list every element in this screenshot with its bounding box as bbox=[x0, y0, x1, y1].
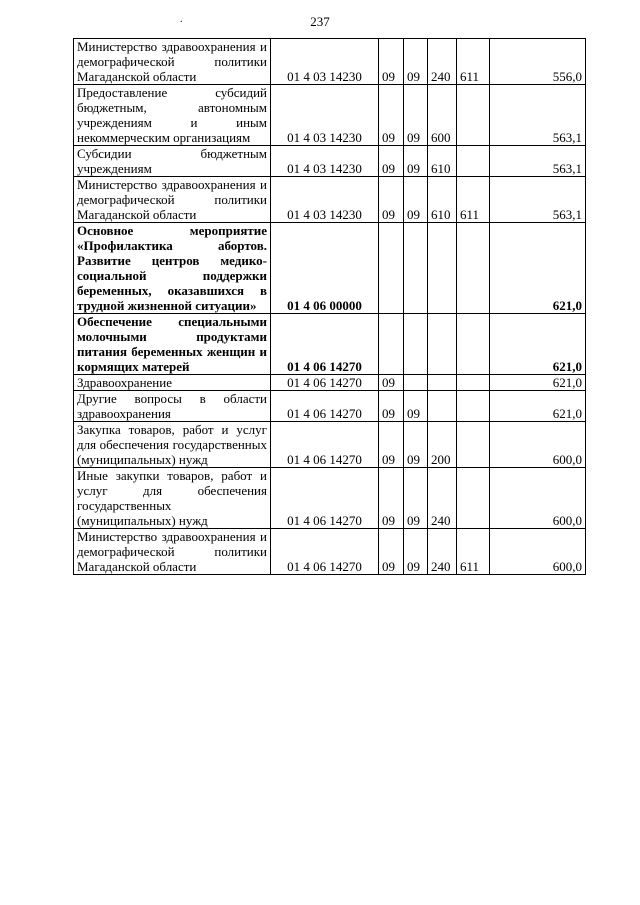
budget-table-body bbox=[74, 39, 586, 575]
amount: 621,0 bbox=[490, 223, 586, 314]
section-code: 09 bbox=[379, 375, 404, 391]
subsection-code bbox=[404, 223, 428, 314]
row-name: Субсидии бюджетным учреждениям bbox=[74, 146, 271, 177]
administrator-code bbox=[457, 85, 490, 146]
table-row bbox=[74, 468, 586, 529]
table-row bbox=[74, 314, 586, 375]
target-code: 01 4 06 00000 bbox=[271, 223, 379, 314]
page-mark: . bbox=[180, 14, 183, 25]
administrator-code bbox=[457, 375, 490, 391]
budget-table bbox=[73, 38, 586, 575]
expense-type-code bbox=[428, 391, 457, 422]
target-code: 01 4 06 14270 bbox=[271, 375, 379, 391]
table-row bbox=[74, 529, 586, 575]
target-code: 01 4 03 14230 bbox=[271, 177, 379, 223]
expense-type-code: 240 bbox=[428, 468, 457, 529]
table-row bbox=[74, 375, 586, 391]
section-code bbox=[379, 314, 404, 375]
administrator-code bbox=[457, 422, 490, 468]
row-name: Закупка товаров, работ и услуг для обеспечения государственных (муниципальных) нужд bbox=[74, 422, 271, 468]
subsection-code: 09 bbox=[404, 391, 428, 422]
row-name: Министерство здравоохранения и демографической политики Магаданской области bbox=[74, 177, 271, 223]
administrator-code bbox=[457, 314, 490, 375]
expense-type-code: 200 bbox=[428, 422, 457, 468]
section-code: 09 bbox=[379, 422, 404, 468]
target-code: 01 4 06 14270 bbox=[271, 422, 379, 468]
target-code: 01 4 03 14230 bbox=[271, 85, 379, 146]
amount: 621,0 bbox=[490, 314, 586, 375]
table-row bbox=[74, 85, 586, 146]
table-row bbox=[74, 422, 586, 468]
expense-type-code: 240 bbox=[428, 39, 457, 85]
administrator-code bbox=[457, 468, 490, 529]
table-row bbox=[74, 223, 586, 314]
row-name: Предоставление субсидий бюджетным, автономным учреждениям и иным некоммерческим организациям bbox=[74, 85, 271, 146]
subsection-code: 09 bbox=[404, 422, 428, 468]
section-code: 09 bbox=[379, 177, 404, 223]
administrator-code: 611 bbox=[457, 39, 490, 85]
target-code: 01 4 06 14270 bbox=[271, 314, 379, 375]
target-code: 01 4 03 14230 bbox=[271, 146, 379, 177]
subsection-code: 09 bbox=[404, 529, 428, 575]
row-name: Другие вопросы в области здравоохранения bbox=[74, 391, 271, 422]
section-code: 09 bbox=[379, 85, 404, 146]
amount: 556,0 bbox=[490, 39, 586, 85]
section-code bbox=[379, 223, 404, 314]
subsection-code: 09 bbox=[404, 85, 428, 146]
amount: 621,0 bbox=[490, 375, 586, 391]
administrator-code: 611 bbox=[457, 177, 490, 223]
table-row bbox=[74, 146, 586, 177]
section-code: 09 bbox=[379, 146, 404, 177]
subsection-code: 09 bbox=[404, 39, 428, 85]
row-name: Здравоохранение bbox=[74, 375, 271, 391]
amount: 600,0 bbox=[490, 422, 586, 468]
row-name: Иные закупки товаров, работ и услуг для обеспечения государственных (муниципальных) нужд bbox=[74, 468, 271, 529]
expense-type-code: 610 bbox=[428, 146, 457, 177]
row-name: Министерство здравоохранения и демографической политики Магаданской области bbox=[74, 529, 271, 575]
expense-type-code bbox=[428, 314, 457, 375]
section-code: 09 bbox=[379, 39, 404, 85]
subsection-code bbox=[404, 375, 428, 391]
expense-type-code: 610 bbox=[428, 177, 457, 223]
row-name: Основное мероприятие «Профилактика абортов. Развитие центров медико-социальной поддержки беременных, оказавшихся в трудной жизненной ситуации» bbox=[74, 223, 271, 314]
table-row bbox=[74, 391, 586, 422]
subsection-code: 09 bbox=[404, 468, 428, 529]
administrator-code bbox=[457, 391, 490, 422]
subsection-code: 09 bbox=[404, 146, 428, 177]
subsection-code bbox=[404, 314, 428, 375]
row-name: Обеспечение специальными молочными продуктами питания беременных женщин и кормящих матерей bbox=[74, 314, 271, 375]
expense-type-code bbox=[428, 375, 457, 391]
subsection-code: 09 bbox=[404, 177, 428, 223]
amount: 563,1 bbox=[490, 85, 586, 146]
row-name: Министерство здравоохранения и демографической политики Магаданской области bbox=[74, 39, 271, 85]
target-code: 01 4 03 14230 bbox=[271, 39, 379, 85]
amount: 563,1 bbox=[490, 146, 586, 177]
amount: 563,1 bbox=[490, 177, 586, 223]
amount: 621,0 bbox=[490, 391, 586, 422]
expense-type-code bbox=[428, 223, 457, 314]
page-number: 237 bbox=[310, 14, 330, 29]
amount: 600,0 bbox=[490, 468, 586, 529]
expense-type-code: 600 bbox=[428, 85, 457, 146]
target-code: 01 4 06 14270 bbox=[271, 529, 379, 575]
table-row bbox=[74, 177, 586, 223]
section-code: 09 bbox=[379, 391, 404, 422]
table-row bbox=[74, 39, 586, 85]
expense-type-code: 240 bbox=[428, 529, 457, 575]
administrator-code bbox=[457, 223, 490, 314]
amount: 600,0 bbox=[490, 529, 586, 575]
administrator-code bbox=[457, 146, 490, 177]
section-code: 09 bbox=[379, 529, 404, 575]
target-code: 01 4 06 14270 bbox=[271, 468, 379, 529]
administrator-code: 611 bbox=[457, 529, 490, 575]
section-code: 09 bbox=[379, 468, 404, 529]
target-code: 01 4 06 14270 bbox=[271, 391, 379, 422]
